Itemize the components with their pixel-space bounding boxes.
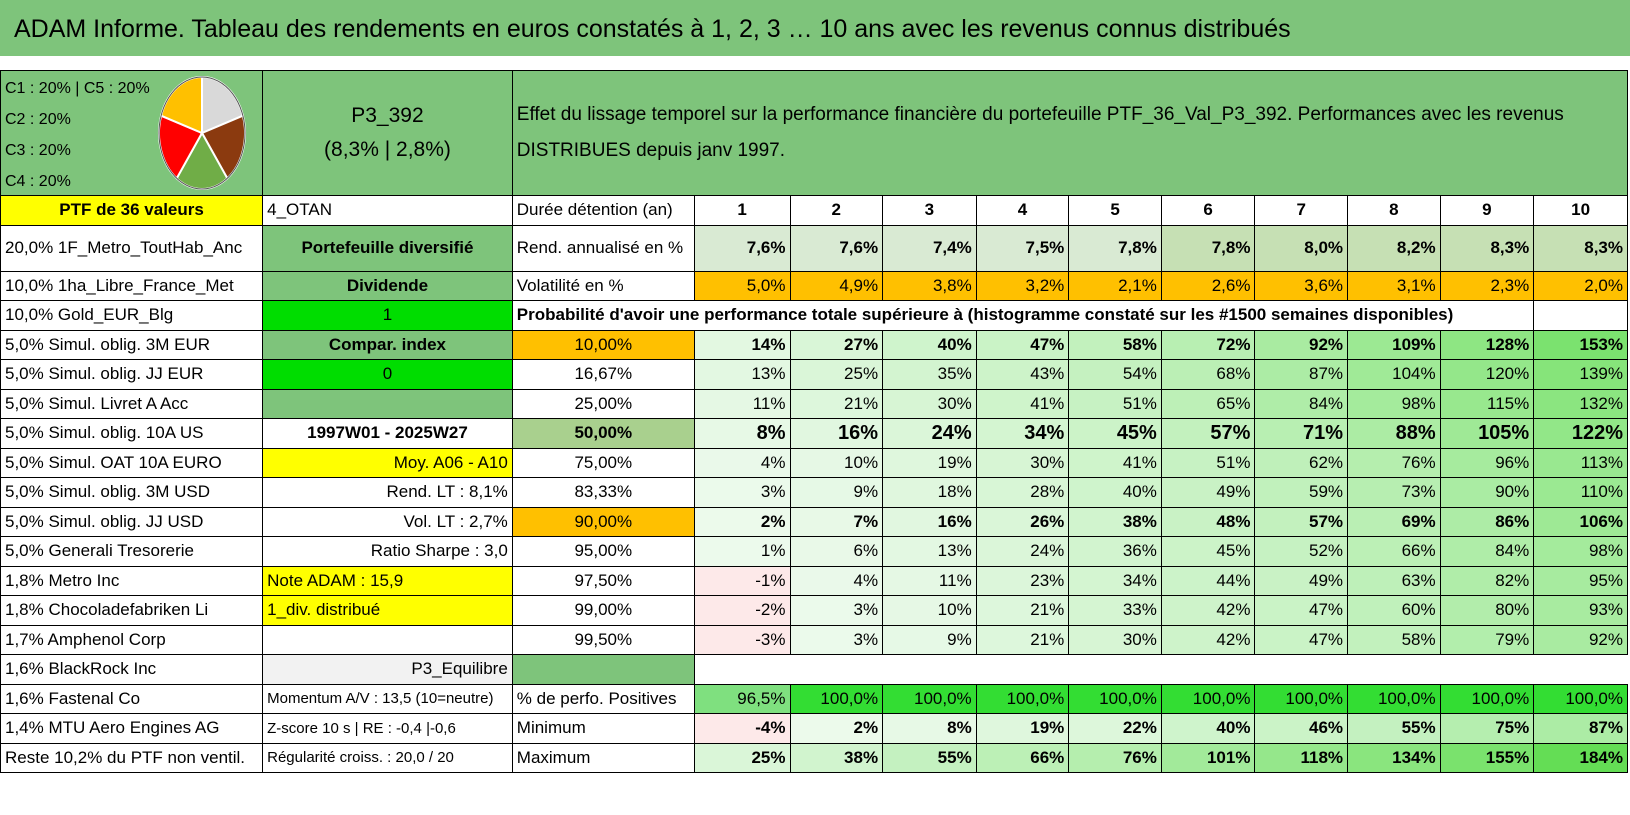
quantile-value: 34%	[1069, 566, 1162, 596]
quantile-value: 47%	[1255, 625, 1348, 655]
table-row	[1, 196, 1628, 226]
quantile-value: 96%	[1440, 448, 1534, 478]
year-header: 6	[1161, 196, 1255, 226]
quantile-value: -1%	[694, 566, 790, 596]
table-row	[1, 625, 1628, 655]
quantile-value: 84%	[1255, 389, 1348, 419]
holding-name: 1,7% Amphenol Corp	[1, 625, 263, 655]
maximum-value: 155%	[1440, 743, 1534, 773]
quantile-value: 18%	[883, 478, 977, 508]
quantile-value: 41%	[976, 389, 1069, 419]
holding-name: 1,8% Metro Inc	[1, 566, 263, 596]
minimum-value: 2%	[790, 714, 883, 744]
quantile-value: 49%	[1255, 566, 1348, 596]
quantile-value: 57%	[1161, 419, 1255, 449]
quantile-value: 88%	[1348, 419, 1441, 449]
return-value: 8,3%	[1440, 225, 1534, 271]
return-value: 7,5%	[976, 225, 1069, 271]
holding-name: 20,0% 1F_Metro_ToutHab_Anc	[1, 225, 263, 271]
table-row	[1, 448, 1628, 478]
positives-label: % de perfo. Positives	[512, 684, 694, 714]
quantile-label: 99,00%	[512, 596, 694, 626]
quantile-label: 10,00%	[512, 330, 694, 360]
minimum-value: 46%	[1255, 714, 1348, 744]
maximum-label: Maximum	[512, 743, 694, 773]
maximum-value: 55%	[883, 743, 977, 773]
quantile-value: 66%	[1348, 537, 1441, 567]
quantile-value: 30%	[976, 448, 1069, 478]
quantile-value: 3%	[790, 596, 883, 626]
table-row	[1, 743, 1628, 773]
quantile-value: 10%	[790, 448, 883, 478]
quantile-value: 16%	[883, 507, 977, 537]
info-type: Portefeuille diversifié	[263, 225, 513, 271]
return-label: Rend. annualisé en %	[512, 225, 694, 271]
header-row	[1, 71, 1628, 196]
title-bar	[0, 0, 1630, 62]
info-period: 1997W01 - 2025W27	[263, 419, 513, 449]
maximum-value: 118%	[1255, 743, 1348, 773]
quantile-value: 51%	[1069, 389, 1162, 419]
volatility-value: 3,6%	[1255, 271, 1348, 301]
quantile-label: 97,50%	[512, 566, 694, 596]
quantile-value: 58%	[1069, 330, 1162, 360]
quantile-label: 75,00%	[512, 448, 694, 478]
quantile-value: 10%	[883, 596, 977, 626]
quantile-value: 139%	[1534, 360, 1628, 390]
quantile-value: 2%	[694, 507, 790, 537]
quantile-value: 79%	[1440, 625, 1534, 655]
info-average: Moy. A06 - A10	[263, 448, 513, 478]
volatility-value: 2,1%	[1069, 271, 1162, 301]
quantile-value: 24%	[976, 537, 1069, 567]
quantile-value: 128%	[1440, 330, 1534, 360]
quantile-value: 25%	[790, 360, 883, 390]
info-sharpe: Ratio Sharpe : 3,0	[263, 537, 513, 567]
volatility-value: 3,2%	[976, 271, 1069, 301]
table-row	[1, 507, 1628, 537]
quantile-value: 24%	[883, 419, 977, 449]
volatility-value: 2,6%	[1161, 271, 1255, 301]
quantile-value: 86%	[1440, 507, 1534, 537]
quantile-value: 109%	[1348, 330, 1441, 360]
info-flag-0: 0	[263, 360, 513, 390]
return-value: 8,2%	[1348, 225, 1441, 271]
info-empty	[263, 389, 513, 419]
holding-name: 5,0% Simul. oblig. 3M EUR	[1, 330, 263, 360]
quantile-value: 23%	[976, 566, 1069, 596]
quantile-value: 3%	[694, 478, 790, 508]
quantile-value: 45%	[1161, 537, 1255, 567]
quantile-value: 3%	[790, 625, 883, 655]
info-family: 4_OTAN	[263, 196, 513, 226]
quantile-value: 16%	[790, 419, 883, 449]
quantile-value: 73%	[1348, 478, 1441, 508]
minimum-value: 75%	[1440, 714, 1534, 744]
year-header: 2	[790, 196, 883, 226]
allocation-pie-chart	[157, 75, 247, 191]
quantile-value: 82%	[1440, 566, 1534, 596]
portfolio-summary: (8,3% | 2,8%)	[324, 138, 451, 161]
info-zscore: Z-score 10 s | RE : -0,4 |-0,6	[263, 714, 513, 744]
volatility-value: 2,3%	[1440, 271, 1534, 301]
quantile-value: 80%	[1440, 596, 1534, 626]
quantile-value: 47%	[1255, 596, 1348, 626]
info-profile: P3_Equilibre	[263, 655, 513, 685]
holding-name: 10,0% 1ha_Libre_France_Met	[1, 271, 263, 301]
quantile-value: 30%	[1069, 625, 1162, 655]
legend-c1-c5: C1 : 20% | C5 : 20%	[5, 80, 150, 97]
holding-name: 5,0% Generali Tresorerie	[1, 537, 263, 567]
performance-table	[0, 70, 1628, 773]
table-row	[1, 714, 1628, 744]
quantile-value: 21%	[790, 389, 883, 419]
quantile-value: 98%	[1348, 389, 1441, 419]
minimum-value: -4%	[694, 714, 790, 744]
quantile-value: 84%	[1440, 537, 1534, 567]
holding-name: 5,0% Simul. Livret A Acc	[1, 389, 263, 419]
quantile-value: -3%	[694, 625, 790, 655]
minimum-value: 55%	[1348, 714, 1441, 744]
return-value: 7,6%	[694, 225, 790, 271]
quantile-value: 45%	[1069, 419, 1162, 449]
blank-cell	[694, 655, 1627, 685]
table-row	[1, 596, 1628, 626]
return-value: 7,8%	[1069, 225, 1162, 271]
return-value: 8,3%	[1534, 225, 1628, 271]
volatility-value: 3,1%	[1348, 271, 1441, 301]
info-regularity: Régularité croiss. : 20,0 / 20	[263, 743, 513, 773]
quantile-value: -2%	[694, 596, 790, 626]
quantile-value: 40%	[1069, 478, 1162, 508]
quantile-value: 57%	[1255, 507, 1348, 537]
positives-value: 100,0%	[1348, 684, 1441, 714]
quantile-label: 95,00%	[512, 537, 694, 567]
holding-name: 10,0% Gold_EUR_Blg	[1, 301, 263, 331]
quantile-value: 44%	[1161, 566, 1255, 596]
quantile-value: 14%	[694, 330, 790, 360]
table-row	[1, 684, 1628, 714]
quantile-value: 4%	[790, 566, 883, 596]
minimum-value: 19%	[976, 714, 1069, 744]
year-header: 5	[1069, 196, 1162, 226]
holding-name: 5,0% Simul. OAT 10A EURO	[1, 448, 263, 478]
page-title: ADAM Informe. Tableau des rendements en euros constatés à 1, 2, 3 … 10 ans avec les revenus connus distribués	[14, 15, 1291, 43]
positives-value: 100,0%	[1534, 684, 1628, 714]
volatility-value: 5,0%	[694, 271, 790, 301]
quantile-value: 95%	[1534, 566, 1628, 596]
legend-c2: C2 : 20%	[5, 111, 71, 128]
quantile-value: 69%	[1348, 507, 1441, 537]
positives-value: 100,0%	[976, 684, 1069, 714]
quantile-value: 9%	[790, 478, 883, 508]
quantile-value: 4%	[694, 448, 790, 478]
info-distribution: 1_div. distribué	[263, 596, 513, 626]
quantile-value: 9%	[883, 625, 977, 655]
info-momentum: Momentum A/V : 13,5 (10=neutre)	[263, 684, 513, 714]
minimum-value: 8%	[883, 714, 977, 744]
year-header: 8	[1348, 196, 1441, 226]
legend-c4: C4 : 20%	[5, 173, 71, 190]
holding-name: 1,6% Fastenal Co	[1, 684, 263, 714]
quantile-value: 63%	[1348, 566, 1441, 596]
quantile-value: 42%	[1161, 625, 1255, 655]
quantile-value: 34%	[976, 419, 1069, 449]
maximum-value: 38%	[790, 743, 883, 773]
quantile-value: 104%	[1348, 360, 1441, 390]
quantile-value: 27%	[790, 330, 883, 360]
info-long-term-vol: Vol. LT : 2,7%	[263, 507, 513, 537]
quantile-value: 90%	[1440, 478, 1534, 508]
volatility-value: 2,0%	[1534, 271, 1628, 301]
year-header: 1	[694, 196, 790, 226]
quantile-value: 68%	[1161, 360, 1255, 390]
maximum-value: 25%	[694, 743, 790, 773]
positives-value: 96,5%	[694, 684, 790, 714]
quantile-value: 35%	[883, 360, 977, 390]
quantile-value: 36%	[1069, 537, 1162, 567]
quantile-value: 98%	[1534, 537, 1628, 567]
holding-name: Reste 10,2% du PTF non ventil.	[1, 743, 263, 773]
table-row	[1, 330, 1628, 360]
quantile-label: 25,00%	[512, 389, 694, 419]
holdings-header: PTF de 36 valeurs	[1, 196, 263, 226]
quantile-value: 113%	[1534, 448, 1628, 478]
minimum-value: 87%	[1534, 714, 1628, 744]
legend-cell	[1, 71, 263, 196]
quantile-value: 65%	[1161, 389, 1255, 419]
holding-name: 5,0% Simul. oblig. JJ USD	[1, 507, 263, 537]
maximum-value: 134%	[1348, 743, 1441, 773]
quantile-value: 1%	[694, 537, 790, 567]
year-header: 3	[883, 196, 977, 226]
year-header: 4	[976, 196, 1069, 226]
quantile-value: 11%	[883, 566, 977, 596]
positives-value: 100,0%	[1440, 684, 1534, 714]
positives-value: 100,0%	[790, 684, 883, 714]
quantile-value: 153%	[1534, 330, 1628, 360]
quantile-value: 33%	[1069, 596, 1162, 626]
quantile-value: 28%	[976, 478, 1069, 508]
volatility-value: 4,9%	[790, 271, 883, 301]
quantile-value: 59%	[1255, 478, 1348, 508]
table-row	[1, 537, 1628, 567]
quantile-value: 51%	[1161, 448, 1255, 478]
quantile-value: 72%	[1161, 330, 1255, 360]
table-row	[1, 478, 1628, 508]
quantile-value: 92%	[1255, 330, 1348, 360]
quantile-value: 43%	[976, 360, 1069, 390]
table-row	[1, 655, 1628, 685]
holding-name: 5,0% Simul. oblig. JJ EUR	[1, 360, 263, 390]
quantile-value: 42%	[1161, 596, 1255, 626]
quantile-value: 7%	[790, 507, 883, 537]
quantile-label: 99,50%	[512, 625, 694, 655]
quantile-value: 48%	[1161, 507, 1255, 537]
quantile-value: 52%	[1255, 537, 1348, 567]
quantile-value: 62%	[1255, 448, 1348, 478]
quantile-label: 50,00%	[512, 419, 694, 449]
portfolio-description: Effet du lissage temporel sur la performance financière du portefeuille PTF_36_Val_P3_392. Performances avec les revenus DISTRIBUES depuis janv 1997.	[516, 104, 1564, 161]
quantile-value: 8%	[694, 419, 790, 449]
quantile-label: 83,33%	[512, 478, 694, 508]
probability-blank	[1534, 301, 1628, 331]
quantile-value: 87%	[1255, 360, 1348, 390]
holding-name: 1,6% BlackRock Inc	[1, 655, 263, 685]
duration-label: Durée détention (an)	[512, 196, 694, 226]
info-long-term-return: Rend. LT : 8,1%	[263, 478, 513, 508]
return-value: 7,6%	[790, 225, 883, 271]
holding-name: 1,8% Chocoladefabriken Li	[1, 596, 263, 626]
quantile-value: 38%	[1069, 507, 1162, 537]
year-header: 7	[1255, 196, 1348, 226]
quantile-value: 30%	[883, 389, 977, 419]
maximum-value: 76%	[1069, 743, 1162, 773]
positives-value: 100,0%	[883, 684, 977, 714]
year-header: 9	[1440, 196, 1534, 226]
quantile-value: 105%	[1440, 419, 1534, 449]
quantile-value: 120%	[1440, 360, 1534, 390]
volatility-value: 3,8%	[883, 271, 977, 301]
info-compare-index: Compar. index	[263, 330, 513, 360]
legend-c3: C3 : 20%	[5, 142, 71, 159]
quantile-value: 115%	[1440, 389, 1534, 419]
info-empty-2	[263, 625, 513, 655]
quantile-value: 13%	[694, 360, 790, 390]
quantile-value: 110%	[1534, 478, 1628, 508]
quantile-value: 60%	[1348, 596, 1441, 626]
positives-value: 100,0%	[1161, 684, 1255, 714]
quantile-value: 132%	[1534, 389, 1628, 419]
quantile-value: 106%	[1534, 507, 1628, 537]
quantile-value: 76%	[1348, 448, 1441, 478]
return-value: 7,4%	[883, 225, 977, 271]
minimum-value: 40%	[1161, 714, 1255, 744]
holding-name: 1,4% MTU Aero Engines AG	[1, 714, 263, 744]
probability-label: Probabilité d'avoir une performance totale supérieure à (histogramme constaté sur les #1500 semaines disponibles)	[512, 301, 1533, 331]
return-value: 8,0%	[1255, 225, 1348, 271]
quantile-value: 93%	[1534, 596, 1628, 626]
return-value: 7,8%	[1161, 225, 1255, 271]
portfolio-description-cell	[512, 71, 1627, 196]
maximum-value: 66%	[976, 743, 1069, 773]
quantile-value: 54%	[1069, 360, 1162, 390]
quantile-value: 21%	[976, 625, 1069, 655]
table-row	[1, 301, 1628, 331]
table-row	[1, 419, 1628, 449]
quantile-value: 21%	[976, 596, 1069, 626]
quantile-value: 41%	[1069, 448, 1162, 478]
quantile-value: 26%	[976, 507, 1069, 537]
minimum-value: 22%	[1069, 714, 1162, 744]
table-row	[1, 271, 1628, 301]
volatility-label: Volatilité en %	[512, 271, 694, 301]
quantile-label: 16,67%	[512, 360, 694, 390]
quantile-value: 58%	[1348, 625, 1441, 655]
table-row	[1, 566, 1628, 596]
positives-value: 100,0%	[1255, 684, 1348, 714]
minimum-label: Minimum	[512, 714, 694, 744]
portfolio-cell	[263, 71, 513, 196]
quantile-value: 122%	[1534, 419, 1628, 449]
separator	[0, 62, 1630, 70]
info-flag-1: 1	[263, 301, 513, 331]
table-row	[1, 225, 1628, 271]
quantile-label: 90,00%	[512, 507, 694, 537]
holding-name: 5,0% Simul. oblig. 3M USD	[1, 478, 263, 508]
quantile-value: 49%	[1161, 478, 1255, 508]
table-row	[1, 360, 1628, 390]
quantile-value: 11%	[694, 389, 790, 419]
positives-value: 100,0%	[1069, 684, 1162, 714]
holding-name: 5,0% Simul. oblig. 10A US	[1, 419, 263, 449]
quantile-value: 71%	[1255, 419, 1348, 449]
maximum-value: 184%	[1534, 743, 1628, 773]
quantile-value: 19%	[883, 448, 977, 478]
maximum-value: 101%	[1161, 743, 1255, 773]
info-income: Dividende	[263, 271, 513, 301]
blank-green-cell	[512, 655, 694, 685]
quantile-value: 13%	[883, 537, 977, 567]
year-header: 10	[1534, 196, 1628, 226]
quantile-value: 40%	[883, 330, 977, 360]
info-adam-note: Note ADAM : 15,9	[263, 566, 513, 596]
quantile-value: 92%	[1534, 625, 1628, 655]
quantile-value: 6%	[790, 537, 883, 567]
portfolio-code: P3_392	[351, 104, 424, 127]
table-row	[1, 389, 1628, 419]
quantile-value: 47%	[976, 330, 1069, 360]
